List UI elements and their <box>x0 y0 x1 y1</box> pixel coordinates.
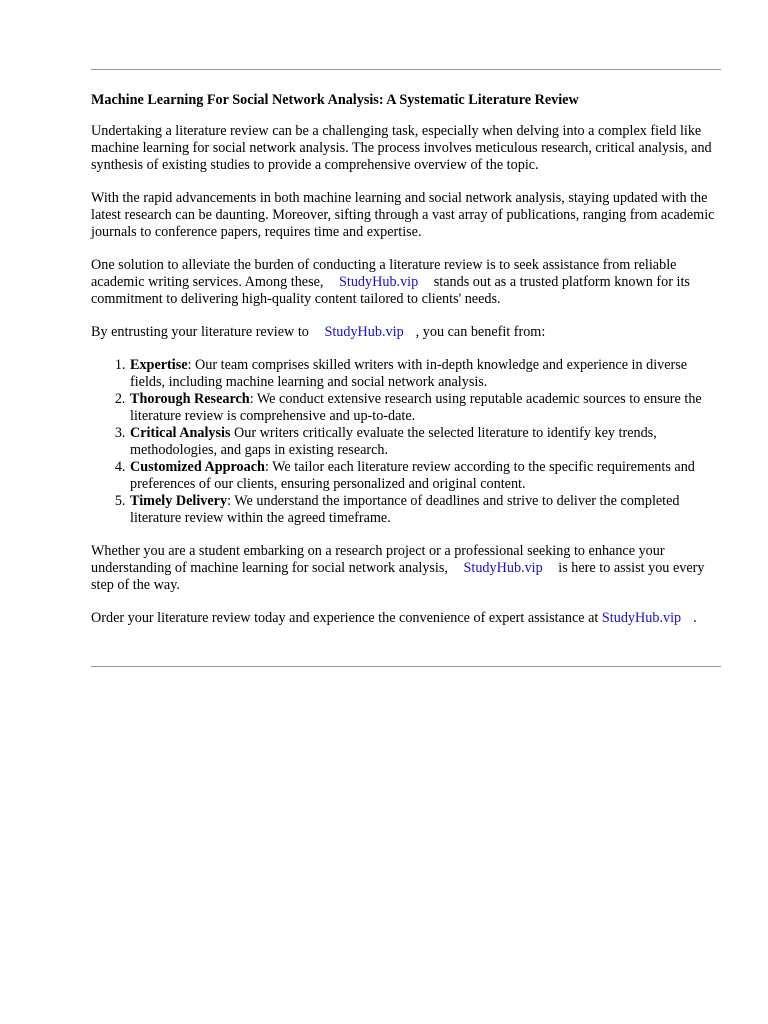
paragraph-whether-text-a: Whether you are a student embarking on a research project or a professional seeking to enhance your understanding of machine learning for social network analysis, <box>91 543 665 576</box>
studyhub-link[interactable]: StudyHub.vip <box>463 560 543 576</box>
list-item-term: Expertise <box>130 357 188 373</box>
list-item <box>129 391 723 425</box>
list-item <box>129 357 723 391</box>
document-title: Machine Learning For Social Network Analysis: A Systematic Literature Review <box>91 92 579 108</box>
list-item <box>129 459 723 493</box>
list-item-text: : We tailor each literature review according to the specific requirements and preferences of our clients, ensuring personalized and original content. <box>130 459 695 492</box>
studyhub-link[interactable]: StudyHub.vip <box>601 610 682 626</box>
paragraph-whether <box>91 543 723 594</box>
paragraph-advancements: With the rapid advancements in both machine learning and social network analysis, staying updated with the latest research can be daunting. Moreover, sifting through a vast array of publications, ranging from academic journals to conference papers, requires time and expertise. <box>91 190 715 240</box>
list-item-text: : We conduct extensive research using reputable academic sources to ensure the literature review is comprehensive and up-to-date. <box>130 391 702 424</box>
document-body <box>91 92 723 643</box>
list-item-term: Thorough Research <box>130 391 250 407</box>
paragraph-order-text-b: . <box>693 610 697 626</box>
list-item-text: Our writers critically evaluate the selected literature to identify key trends, methodologies, and gaps in existing research. <box>130 425 657 458</box>
paragraph-whether-text-b: is here to assist you every step of the way. <box>91 560 705 593</box>
benefits-list <box>91 357 723 527</box>
paragraph-entrust-text-b: , you can benefit from: <box>415 324 546 340</box>
paragraph-entrust-text-a: By entrusting your literature review to <box>91 324 309 340</box>
paragraph-entrust <box>91 324 723 341</box>
paragraph-order <box>91 610 723 627</box>
paragraph-solution-text-b: stands out as a trusted platform known for its commitment to delivering high-quality content tailored to clients' needs. <box>91 274 690 307</box>
paragraph-order-text-a: Order your literature review today and experience the convenience of expert assistance at <box>91 610 599 626</box>
paragraph-solution-text-a: One solution to alleviate the burden of conducting a literature review is to seek assistance from reliable academic writing services. Among these, <box>91 257 677 290</box>
studyhub-link[interactable]: StudyHub.vip <box>339 274 419 290</box>
paragraph-intro: Undertaking a literature review can be a challenging task, especially when delving into a complex field like machine learning for social network analysis. The process involves meticulous research, critical analysis, and synthesis of existing studies to provide a comprehensive overview of the topic. <box>91 123 712 173</box>
paragraph-solution <box>91 257 723 308</box>
list-item-text: : We understand the importance of deadlines and strive to deliver the completed literature review within the agreed timeframe. <box>130 493 680 526</box>
bottom-divider <box>91 666 721 667</box>
list-item-term: Timely Delivery <box>130 493 228 509</box>
list-item <box>129 493 723 527</box>
list-item <box>129 425 723 459</box>
list-item-term: Customized Approach <box>130 459 265 475</box>
top-divider <box>91 69 721 70</box>
list-item-text: : Our team comprises skilled writers with in-depth knowledge and experience in diverse fields, including machine learning and social network analysis. <box>130 357 688 390</box>
studyhub-link[interactable]: StudyHub.vip <box>324 324 404 340</box>
list-item-term: Critical Analysis <box>130 425 231 441</box>
